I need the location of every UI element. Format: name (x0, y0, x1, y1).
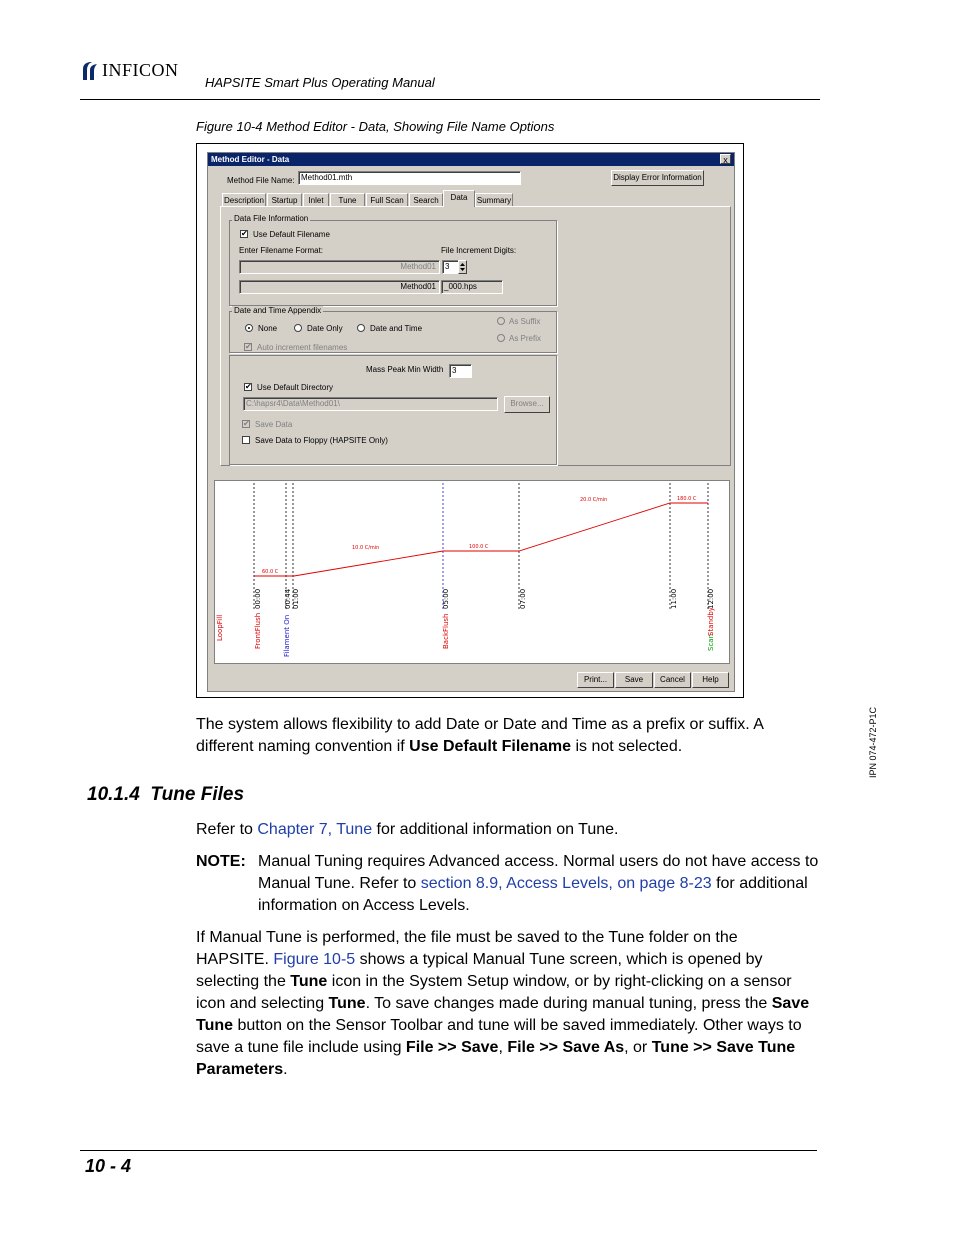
time-label-1100: 11:00 (670, 588, 678, 609)
event-labels (216, 607, 715, 657)
radio-none-label: None (258, 324, 278, 333)
auto-increment-checkbox[interactable]: ✔ (245, 342, 252, 351)
figure-10-5-link[interactable]: Figure 10-5 (273, 951, 356, 968)
browse-button[interactable]: Browse... (504, 396, 550, 413)
cancel-button[interactable]: Cancel (654, 672, 691, 688)
tab-tune[interactable]: Tune (330, 193, 365, 206)
page-number: 10 - 4 (85, 1156, 132, 1176)
method-timeline-chart (214, 480, 730, 664)
temperature-profile-line (254, 503, 708, 576)
refer-post: for additional information on Tune. (372, 821, 619, 838)
tab-inlet[interactable]: Inlet (303, 193, 329, 206)
p3-b6: Tune >> Save Tune Parameters (196, 1039, 796, 1078)
save-to-floppy-label: Save Data to Floppy (HAPSITE Only) (255, 436, 388, 445)
window-titlebar (208, 153, 734, 166)
as-suffix-label: As Suffix (509, 317, 541, 326)
temperature-labels (262, 496, 697, 575)
p3-b2: Tune (328, 995, 366, 1012)
p3-t2: shows a typical Manual Tune screen, which is opened by selecting the (196, 951, 763, 990)
timeline-svg (215, 481, 729, 663)
radio-date-and-time[interactable] (357, 324, 365, 332)
section-number: 10.1.4 (87, 784, 140, 805)
time-label-0044: 00:44 (284, 588, 292, 609)
p1-text-b: is not selected. (571, 738, 683, 755)
p3-b3: Save Tune (196, 995, 810, 1034)
filename-format-input[interactable]: Method01 (239, 260, 440, 274)
method-file-name-label: Method File Name: (227, 176, 295, 185)
note-label: NOTE: (196, 853, 246, 870)
spinner-arrows-icon (459, 261, 466, 273)
event-frontflush: FrontFlush (254, 612, 262, 649)
use-default-filename-label: Use Default Filename (253, 230, 330, 239)
enter-filename-format-label: Enter Filename Format: (239, 246, 324, 255)
time-label-0500: 05:00 (442, 588, 450, 609)
time-label-1200: 12:00 (707, 588, 715, 609)
p1-bold: Use Default Filename (409, 738, 571, 755)
rate-label-20: 20.0 C/min (580, 497, 608, 503)
digits-spinner[interactable] (458, 260, 467, 274)
footer-rule (80, 1150, 817, 1151)
p3-t5: button on the Sensor Toolbar and tune will be saved immediately. Other ways to save a tune file include using (196, 1017, 802, 1056)
p3-b1: Tune (290, 973, 328, 990)
radio-as-suffix[interactable] (497, 317, 505, 325)
event-loopfill: LoopFill (216, 614, 224, 641)
chapter-7-link[interactable]: Chapter 7, Tune (257, 821, 373, 838)
radio-date-only[interactable] (294, 324, 302, 332)
header-rule (80, 99, 820, 100)
use-default-filename-checkbox[interactable]: ✔ (241, 229, 248, 238)
tab-full-scan[interactable]: Full Scan (366, 193, 408, 206)
p3-t1: If Manual Tune is performed, the file must be saved to the Tune folder on the HAPSITE. (196, 929, 738, 968)
p1-text-a: The system allows flexibility to add Date or Date and Time as a prefix or suffix. A different naming convention if (196, 716, 764, 755)
p3-t7: , or (624, 1039, 652, 1056)
mass-peak-min-width-input[interactable]: 3 (449, 364, 472, 378)
p3-b5: File >> Save As (507, 1039, 625, 1056)
tab-summary[interactable]: Summary (475, 193, 513, 206)
inficon-logo-icon (80, 60, 102, 82)
event-standby: Standby (707, 607, 715, 636)
temp-label-60: 60.0 C (262, 569, 279, 575)
save-data-checkbox[interactable]: ✔ (243, 419, 250, 428)
access-levels-link[interactable]: section 8.9, Access Levels, on page 8-23 (420, 875, 712, 892)
as-prefix-label: As Prefix (509, 334, 542, 343)
p3-t6: , (498, 1039, 508, 1056)
refer-pre: Refer to (196, 821, 258, 838)
event-scan: Scan (707, 633, 715, 651)
temp-label-100: 100.0 C (469, 544, 489, 550)
tab-data[interactable]: Data (443, 190, 475, 207)
mass-peak-min-width-label: Mass Peak Min Width (366, 365, 444, 374)
tab-startup[interactable]: Startup (267, 193, 302, 206)
radio-none[interactable] (245, 324, 253, 332)
note-text-a: Manual Tuning requires Advanced access. Normal users do not have access to Manual Tune. Refer to (258, 853, 819, 892)
p3-t3: icon in the System Setup window, or by right-clicking on a sensor icon and selecting (196, 973, 792, 1012)
tab-search[interactable]: Search (409, 193, 443, 206)
method-editor-window (207, 152, 735, 692)
print-button[interactable]: Print... (577, 672, 614, 688)
ipn-code: IPN 074-472-P1C (868, 706, 878, 778)
file-increment-digits-input[interactable]: 3 (442, 260, 459, 274)
time-labels (254, 588, 715, 609)
preview-filename: Method01 (239, 280, 440, 294)
radio-as-prefix[interactable] (497, 334, 505, 342)
section-heading (87, 784, 244, 806)
close-button[interactable]: x (720, 154, 731, 164)
p3-t4: . To save changes made during manual tuning, press the (365, 995, 772, 1012)
use-default-directory-checkbox[interactable]: ✔ (245, 382, 252, 391)
display-error-information-button[interactable]: Display Error Information (611, 170, 704, 186)
manual-tune-paragraph (196, 927, 811, 1081)
save-to-floppy-checkbox[interactable] (242, 436, 250, 444)
section-title: Tune Files (150, 784, 245, 805)
p3-b4: File >> Save (405, 1039, 499, 1056)
preview-suffix: _000.hps (441, 280, 503, 294)
save-data-label: Save Data (255, 420, 293, 429)
refer-paragraph (196, 819, 816, 841)
auto-increment-label: Auto increment filenames (257, 343, 348, 352)
help-button[interactable]: Help (692, 672, 729, 688)
tab-description[interactable]: Description (222, 193, 266, 206)
note-text-b: for additional information on Access Levels. (258, 875, 808, 914)
manual-title: HAPSITE Smart Plus Operating Manual (205, 75, 435, 90)
use-default-directory-label: Use Default Directory (257, 383, 334, 392)
time-label-0700: 07:00 (519, 588, 527, 609)
data-file-information-title: Data File Information (234, 214, 309, 223)
note-text (258, 851, 823, 917)
rate-label-10: 10.0 C/min (352, 545, 380, 551)
figure-caption: Figure 10-4 Method Editor - Data, Showing File Name Options (196, 119, 555, 134)
paragraph-date-time (196, 714, 816, 758)
window-title: Method Editor - Data (211, 155, 290, 164)
directory-input[interactable]: C:\hapsr4\Data\Method01\ (243, 397, 498, 411)
time-label-0000: 00:00 (254, 588, 262, 609)
temperature-hold-marks (259, 503, 699, 576)
event-filament-on: Filament On (283, 614, 291, 657)
method-file-name-input[interactable]: Method01.mth (298, 171, 521, 185)
temp-label-180: 180.0 C (677, 496, 697, 502)
event-backflush: BackFlush (442, 613, 450, 649)
time-label-0100: 01:00 (292, 588, 300, 609)
file-increment-digits-label: File Increment Digits: (441, 246, 517, 255)
date-time-appendix-title: Date and Time Appendix (234, 306, 322, 315)
radio-date-and-time-label: Date and Time (370, 324, 423, 333)
p3-t8: . (283, 1061, 288, 1078)
radio-date-only-label: Date Only (307, 324, 343, 333)
logo-text: INFICON (102, 60, 179, 80)
save-button[interactable]: Save (615, 672, 653, 688)
